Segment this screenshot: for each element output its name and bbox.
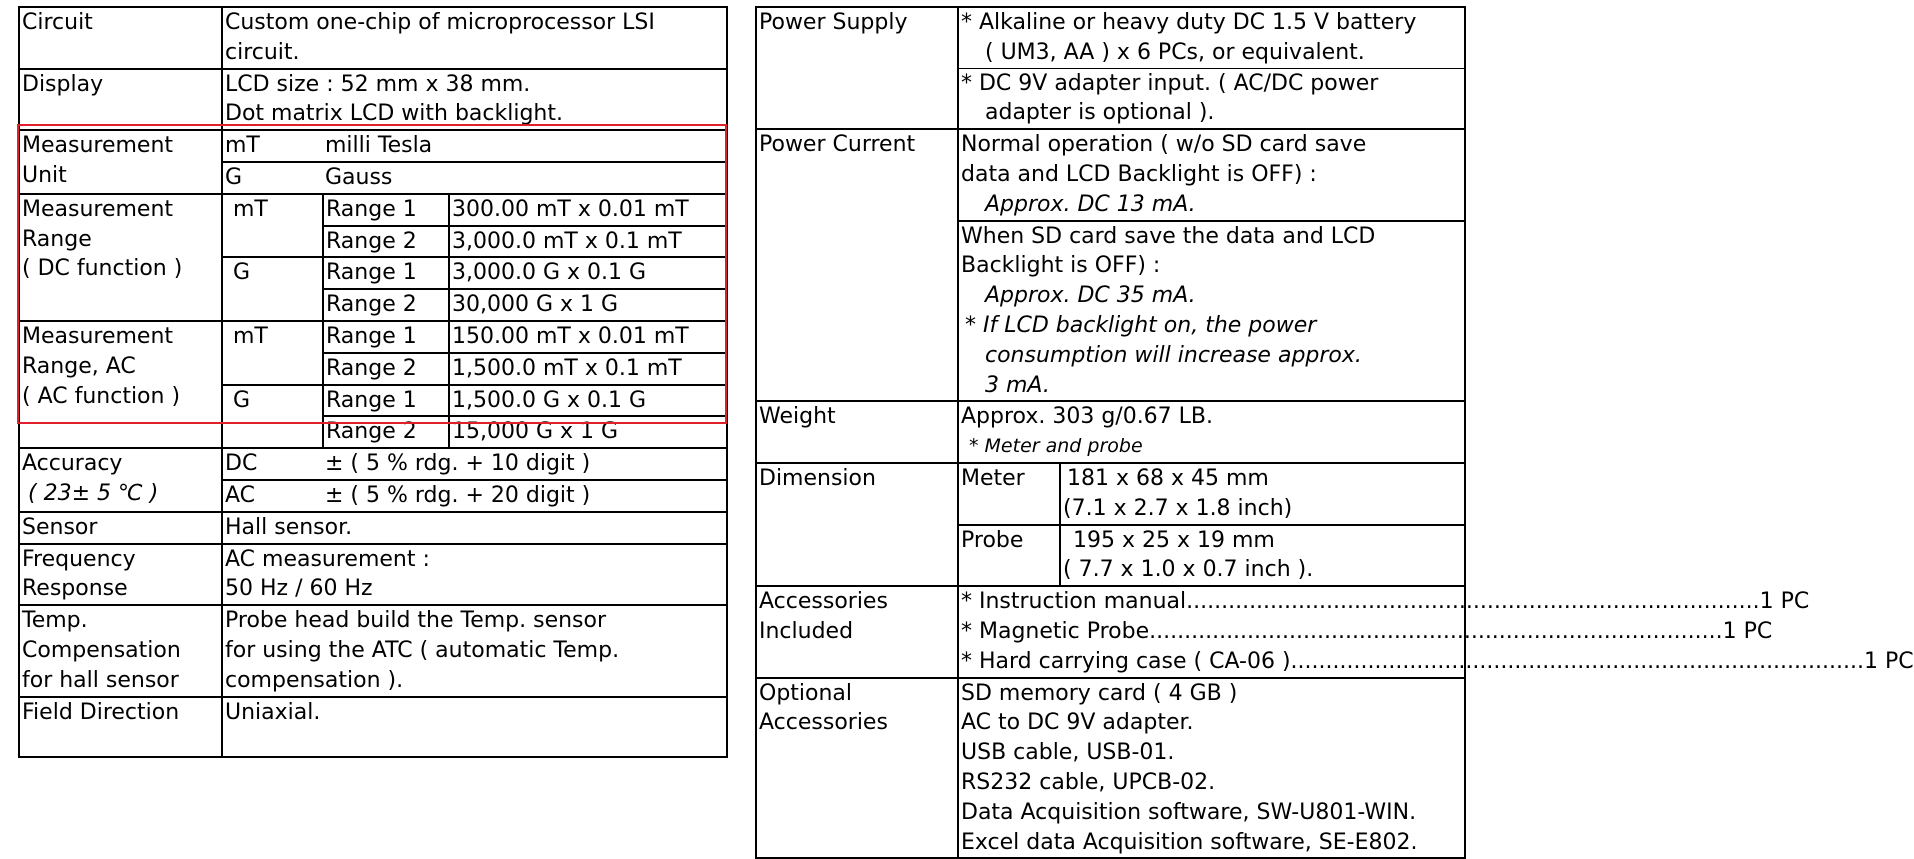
range-value: 30,000 G x 1 G (449, 289, 727, 321)
accessories-label: Accessories Included (756, 586, 958, 677)
range-name: Range 1 (323, 321, 449, 353)
right-spec-table (755, 6, 1914, 859)
dimension-value: 195 x 25 x 19 mm ( 7.7 x 1.0 x 0.7 inch ). (1060, 525, 1465, 587)
range-unit: mT (222, 321, 323, 385)
list-item: * Instruction manual .................................................................................. 1 PC (961, 589, 1810, 615)
circuit-label: Circuit (19, 7, 222, 69)
power-supply-label: Power Supply (756, 7, 958, 129)
range-ac-label: Measurement Range, AC ( AC function ) (19, 321, 222, 448)
range-name: Range 1 (323, 194, 449, 226)
power-current-label: Power Current (756, 129, 958, 401)
unit-name: milli Tesla (323, 130, 727, 162)
list-item: AC to DC 9V adapter. (961, 710, 1194, 736)
field-label: Field Direction (19, 697, 222, 757)
accuracy-mode: DC (222, 448, 323, 480)
range-dc-label: Measurement Range ( DC function ) (19, 194, 222, 321)
range-unit: G (222, 385, 323, 449)
optional-list (958, 678, 1465, 859)
dimension-label: Dimension (756, 463, 958, 586)
list-item: * Hard carrying case ( CA-06 ) .................................................................................. 1 PC (961, 648, 1914, 674)
field-value: Uniaxial. (222, 697, 727, 757)
temp-value: Probe head build the Temp. sensor for using the ATC ( automatic Temp. compensation ). (222, 605, 727, 696)
display-label: Display (19, 69, 222, 131)
power-current-sd: When SD card save the data and LCD Backlight is OFF) : Approx. DC 35 mA. * If LCD backlight on, the power consumption will increase approx. 3 mA. (958, 221, 1465, 402)
range-value: 3,000.0 mT x 0.1 mT (449, 226, 727, 258)
list-item: Excel data Acquisition software, SE-E802. (961, 829, 1418, 855)
power-current-normal: Normal operation ( w/o SD card save data and LCD Backlight is OFF) : Approx. DC 13 mA. (958, 129, 1465, 220)
range-value: 1,500.0 mT x 0.1 mT (449, 353, 727, 385)
optional-label: Optional Accessories (756, 678, 958, 859)
accuracy-mode: AC (222, 480, 323, 512)
weight-value: Approx. 303 g/0.67 LB. * Meter and probe (958, 401, 1465, 463)
left-spec-table (18, 6, 728, 758)
weight-label: Weight (756, 401, 958, 463)
range-unit: G (222, 257, 323, 321)
unit-label: Measurement Unit (19, 130, 222, 194)
frequency-value: AC measurement : 50 Hz / 60 Hz (222, 544, 727, 606)
accuracy-value: ± ( 5 % rdg. + 20 digit ) (323, 480, 727, 512)
accuracy-value: ± ( 5 % rdg. + 10 digit ) (323, 448, 727, 480)
list-item: * Magnetic Probe .................................................................................. 1 PC (961, 618, 1773, 644)
circuit-value: Custom one-chip of microprocessor LSI circuit. (222, 7, 727, 69)
unit-sym: G (222, 162, 323, 194)
range-name: Range 2 (323, 416, 449, 448)
sensor-label: Sensor (19, 512, 222, 544)
display-value: LCD size : 52 mm x 38 mm. Dot matrix LCD with backlight. (222, 69, 727, 131)
sensor-value: Hall sensor. (222, 512, 727, 544)
unit-name: Gauss (323, 162, 727, 194)
range-value: 150.00 mT x 0.01 mT (449, 321, 727, 353)
temp-label: Temp. Compensation for hall sensor (19, 605, 222, 696)
range-name: Range 1 (323, 385, 449, 417)
range-name: Range 2 (323, 289, 449, 321)
list-item: Data Acquisition software, SW-U801-WIN. (961, 799, 1417, 825)
power-supply-item: * Alkaline or heavy duty DC 1.5 V battery ( UM3, AA ) x 6 PCs, or equivalent. (958, 7, 1465, 68)
list-item: RS232 cable, UPCB-02. (961, 769, 1216, 795)
range-name: Range 2 (323, 353, 449, 385)
range-value: 1,500.0 G x 0.1 G (449, 385, 727, 417)
range-value: 300.00 mT x 0.01 mT (449, 194, 727, 226)
dimension-part: Probe (958, 525, 1060, 587)
accessories-list (958, 586, 1914, 677)
range-name: Range 2 (323, 226, 449, 258)
dimension-value: 181 x 68 x 45 mm (7.1 x 2.7 x 1.8 inch) (1060, 463, 1465, 525)
range-unit: mT (222, 194, 323, 258)
unit-sym: mT (222, 130, 323, 162)
list-item: USB cable, USB-01. (961, 740, 1175, 766)
range-value: 3,000.0 G x 0.1 G (449, 257, 727, 289)
frequency-label: Frequency Response (19, 544, 222, 606)
range-name: Range 1 (323, 257, 449, 289)
dimension-part: Meter (958, 463, 1060, 525)
range-value: 15,000 G x 1 G (449, 416, 727, 448)
power-supply-item: * DC 9V adapter input. ( AC/DC power adapter is optional ). (958, 68, 1465, 129)
accuracy-label: Accuracy ( 23± 5 ℃ ) (19, 448, 222, 512)
list-item: SD memory card ( 4 GB ) (961, 680, 1238, 706)
